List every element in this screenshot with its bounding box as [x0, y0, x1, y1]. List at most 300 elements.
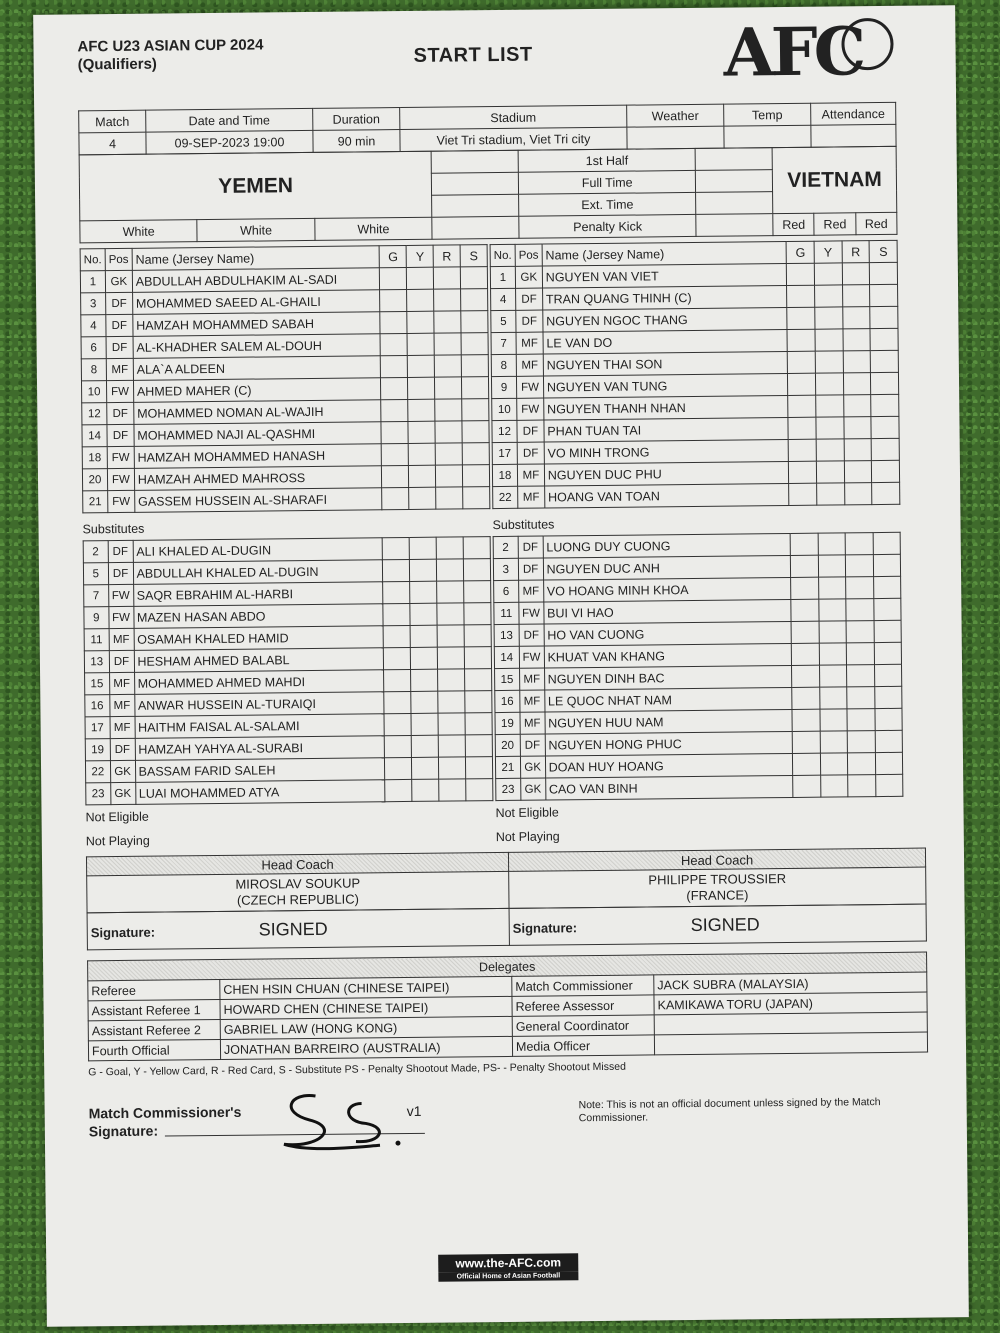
player-position: FW — [106, 380, 133, 402]
player-number: 14 — [82, 425, 107, 447]
football-icon — [841, 18, 894, 71]
player-yellow-box — [816, 461, 844, 483]
player-position: MF — [110, 716, 135, 738]
event-title-line2: (Qualifiers) — [77, 55, 157, 74]
player-red-box — [844, 461, 872, 483]
home-col-no: No. — [80, 249, 105, 271]
player-name: ALA`A ALDEEN — [133, 356, 381, 381]
away-coach — [509, 867, 926, 908]
player-red-box — [436, 559, 463, 581]
player-red-box — [438, 735, 465, 757]
player-sub-box — [874, 686, 902, 708]
player-goal-box — [792, 687, 820, 709]
player-goal-box — [384, 757, 411, 779]
stadium-value: Viet Tri stadium, Viet Tri city — [400, 127, 627, 151]
player-goal-box — [789, 483, 817, 505]
home-col-pos: Pos — [105, 248, 132, 270]
player-number: 20 — [495, 734, 520, 756]
away-col-pos: Pos — [515, 244, 542, 266]
coach-table — [86, 848, 927, 914]
home-kit-1: White — [80, 220, 198, 243]
delegate-role: General Coordinator — [512, 1015, 654, 1036]
player-position: FW — [107, 446, 134, 468]
player-yellow-box — [409, 487, 436, 509]
player-goal-box — [792, 731, 820, 753]
player-goal-box — [788, 439, 816, 461]
player-number: 5 — [83, 563, 108, 585]
player-position: GK — [515, 266, 542, 288]
player-name: BASSAM FARID SALEH — [135, 758, 384, 783]
player-goal-box — [381, 399, 408, 421]
player-goal-box — [384, 713, 411, 735]
delegates-table — [87, 952, 928, 1062]
player-position: DF — [518, 558, 543, 580]
player-sub-box — [462, 377, 489, 399]
away-col-name: Name (Jersey Name) — [542, 241, 787, 266]
player-red-box — [437, 647, 464, 669]
player-number: 16 — [495, 690, 520, 712]
home-coach-name: MIROSLAV SOUKUP — [235, 875, 361, 892]
player-position: FW — [108, 606, 133, 628]
date-time-value: 09-SEP-2023 19:00 — [146, 130, 313, 154]
player-name: HESHAM AHMED BALABL — [134, 648, 383, 673]
delegate-name: JONATHAN BARREIRO (AUSTRALIA) — [220, 1036, 512, 1059]
away-col-s: S — [869, 240, 897, 262]
player-sub-box — [870, 284, 898, 306]
player-goal-box — [382, 559, 409, 581]
player-sub-box — [463, 465, 490, 487]
player-number: 12 — [492, 420, 517, 442]
player-goal-box — [791, 577, 819, 599]
player-name: NGUYEN DUC PHU — [544, 461, 789, 486]
player-yellow-box — [814, 263, 842, 285]
player-yellow-box — [409, 443, 436, 465]
player-position: DF — [516, 310, 543, 332]
player-name: NGUYEN HONG PHUC — [545, 731, 793, 756]
player-position: MF — [519, 690, 544, 712]
player-red-box — [842, 285, 870, 307]
player-number: 20 — [82, 469, 107, 491]
player-name: NGUYEN DINH BAC — [544, 665, 792, 690]
player-position: GK — [110, 782, 135, 804]
player-yellow-box — [407, 267, 434, 289]
delegate-name: HOWARD CHEN (CHINESE TAIPEI) — [220, 996, 512, 1019]
home-subs-table — [83, 536, 494, 805]
player-name: HOANG VAN TOAN — [544, 483, 789, 508]
away-col-g: G — [786, 241, 814, 263]
away-signature — [509, 904, 926, 945]
player-goal-box — [788, 417, 816, 439]
away-signature-value: SIGNED — [690, 913, 760, 935]
player-yellow-box — [411, 691, 438, 713]
player-position: DF — [108, 540, 133, 562]
player-yellow-box — [819, 665, 847, 687]
player-goal-box — [787, 285, 815, 307]
player-goal-box — [382, 537, 409, 559]
player-position: GK — [110, 760, 135, 782]
temp-value — [724, 125, 811, 148]
player-sub-box — [463, 487, 490, 509]
player-yellow-box — [820, 775, 848, 797]
player-red-box — [439, 779, 466, 801]
player-position: FW — [108, 490, 135, 512]
player-red-box — [434, 333, 461, 355]
player-yellow-box — [410, 603, 437, 625]
player-name: HAMZAH MOHAMMED SABAH — [133, 312, 381, 337]
player-number: 17 — [85, 717, 110, 739]
footer-tagline: Official Home of Asian Football — [438, 1271, 578, 1281]
player-yellow-box — [816, 395, 844, 417]
player-name: ALI KHALED AL-DUGIN — [133, 538, 382, 563]
player-sub-box — [874, 642, 902, 664]
player-name: NGUYEN DUC ANH — [543, 555, 791, 580]
player-number: 14 — [494, 646, 519, 668]
player-sub-box — [873, 554, 901, 576]
player-position: FW — [519, 646, 544, 668]
period-full-time: Full Time — [519, 170, 696, 194]
home-subs-row — [86, 779, 493, 805]
player-name: ANWAR HUSSEIN AL-TURAIQI — [134, 692, 383, 717]
away-starters-table — [490, 240, 901, 509]
player-sub-box — [871, 416, 899, 438]
afc-logo — [723, 12, 894, 94]
player-sub-box — [461, 355, 488, 377]
player-number: 9 — [491, 376, 516, 398]
player-red-box — [843, 373, 871, 395]
attendance-label: Attendance — [811, 102, 896, 125]
player-sub-box — [872, 482, 900, 504]
away-starters-row — [493, 482, 900, 508]
player-yellow-box — [411, 713, 438, 735]
player-red-box — [843, 329, 871, 351]
player-sub-box — [466, 779, 493, 801]
player-yellow-box — [411, 779, 438, 801]
player-sub-box — [463, 559, 490, 581]
period-ext-time: Ext. Time — [519, 192, 696, 216]
player-goal-box — [792, 709, 820, 731]
player-number: 1 — [80, 271, 105, 293]
player-sub-box — [871, 394, 899, 416]
player-name: HAITHM FAISAL AL-SALAMI — [135, 714, 384, 739]
away-kit-3: Red — [855, 212, 897, 234]
player-sub-box — [871, 350, 899, 372]
player-sub-box — [463, 537, 490, 559]
player-red-box — [844, 483, 872, 505]
player-name: MOHAMMED SAEED AL-GHAILI — [132, 290, 380, 315]
player-sub-box — [871, 438, 899, 460]
player-name: LE QUOC NHAT NAM — [544, 687, 792, 712]
home-coach — [87, 871, 509, 912]
player-sub-box — [875, 752, 903, 774]
player-position: DF — [107, 424, 134, 446]
player-yellow-box — [408, 421, 435, 443]
player-number: 4 — [81, 315, 106, 337]
player-name: HAMZAH YAHYA AL-SURABI — [135, 736, 384, 761]
player-sub-box — [464, 625, 491, 647]
player-goal-box — [380, 311, 407, 333]
player-yellow-box — [407, 311, 434, 333]
player-name: NGUYEN NGOC THANG — [543, 307, 788, 332]
home-team-name: YEMEN — [79, 151, 432, 221]
player-red-box — [436, 581, 463, 603]
player-goal-box — [793, 753, 821, 775]
player-number: 16 — [85, 695, 110, 717]
period-home-3 — [432, 194, 519, 217]
player-position: MF — [519, 668, 544, 690]
player-number: 4 — [491, 288, 516, 310]
player-goal-box — [787, 307, 815, 329]
away-col-r: R — [842, 241, 870, 263]
delegate-role: Referee Assessor — [512, 995, 654, 1016]
event-title-line1: AFC U23 ASIAN CUP 2024 — [77, 36, 264, 56]
player-yellow-box — [410, 647, 437, 669]
player-position: DF — [519, 624, 544, 646]
player-position: FW — [518, 602, 543, 624]
player-number: 21 — [83, 491, 108, 513]
player-position: DF — [518, 536, 543, 558]
player-position: FW — [516, 376, 543, 398]
official-note: Note: This is not an official document unless signed by the Match Commissioner. — [578, 1096, 881, 1125]
player-sub-box — [464, 647, 491, 669]
player-position: MF — [109, 694, 134, 716]
player-yellow-box — [409, 559, 436, 581]
player-name: NGUYEN THANH NHAN — [544, 395, 789, 420]
period-away-1 — [695, 148, 772, 171]
player-goal-box — [792, 665, 820, 687]
home-coach-label: Head Coach — [86, 852, 508, 875]
period-away-2 — [696, 170, 773, 193]
player-position: MF — [518, 486, 545, 508]
player-name: DOAN HUY HOANG — [545, 753, 793, 778]
home-signature-value: SIGNED — [258, 918, 328, 940]
player-sub-box — [872, 460, 900, 482]
player-number: 6 — [494, 580, 519, 602]
away-signature-label: Signature: — [512, 919, 578, 936]
player-sub-box — [465, 757, 492, 779]
player-name: NGUYEN THAI SON — [543, 351, 788, 376]
player-position: MF — [516, 354, 543, 376]
player-name: HO VAN CUONG — [544, 621, 792, 646]
player-red-box — [846, 643, 874, 665]
player-red-box — [437, 625, 464, 647]
home-col-r: R — [433, 245, 460, 267]
home-starters-table — [80, 244, 491, 513]
home-substitutes-label: Substitutes — [82, 521, 145, 537]
player-sub-box — [875, 730, 903, 752]
document-title: START LIST — [413, 43, 533, 67]
player-red-box — [843, 395, 871, 417]
player-goal-box — [383, 691, 410, 713]
player-number: 19 — [85, 739, 110, 761]
home-signature — [87, 908, 509, 949]
player-name: LUONG DUY CUONG — [543, 533, 791, 558]
player-yellow-box — [409, 465, 436, 487]
player-yellow-box — [409, 537, 436, 559]
player-number: 13 — [84, 651, 109, 673]
player-yellow-box — [815, 329, 843, 351]
player-red-box — [847, 709, 875, 731]
player-red-box — [436, 537, 463, 559]
player-number: 19 — [495, 712, 520, 734]
player-yellow-box — [816, 439, 844, 461]
player-red-box — [435, 421, 462, 443]
player-yellow-box — [818, 555, 846, 577]
player-name: HAMZAH MOHAMMED HANASH — [134, 444, 382, 469]
delegate-name — [654, 1032, 927, 1055]
player-goal-box — [381, 355, 408, 377]
delegate-name: CHEN HSIN CHUAN (CHINESE TAIPEI) — [220, 976, 512, 999]
event-title — [77, 36, 263, 74]
player-number: 17 — [492, 442, 517, 464]
player-red-box — [847, 731, 875, 753]
delegate-role: Referee — [88, 979, 220, 1000]
player-goal-box — [380, 333, 407, 355]
player-number: 23 — [496, 778, 521, 800]
commissioner-label-line1: Match Commissioner's — [88, 1103, 242, 1122]
player-yellow-box — [408, 399, 435, 421]
away-substitutes-label: Substitutes — [492, 517, 555, 533]
player-name: SAQR EBRAHIM AL-HARBI — [133, 582, 382, 607]
player-yellow-box — [816, 373, 844, 395]
player-red-box — [438, 713, 465, 735]
player-number: 22 — [85, 761, 110, 783]
player-number: 11 — [494, 602, 519, 624]
player-sub-box — [871, 372, 899, 394]
delegate-role: Assistant Referee 1 — [88, 999, 220, 1020]
player-sub-box — [464, 669, 491, 691]
player-goal-box — [384, 735, 411, 757]
home-coach-country: (CZECH REPUBLIC) — [236, 891, 360, 908]
player-number: 11 — [84, 629, 109, 651]
home-col-name: Name (Jersey Name) — [132, 246, 380, 271]
player-red-box — [437, 669, 464, 691]
player-name: MOHAMMED NAJI AL-QASHMI — [134, 422, 382, 447]
player-red-box — [436, 465, 463, 487]
player-name: KHUAT VAN KHANG — [544, 643, 792, 668]
player-yellow-box — [815, 351, 843, 373]
player-number: 23 — [86, 783, 111, 805]
player-number: 10 — [492, 398, 517, 420]
player-name: LUAI MOHAMMED ATYA — [135, 780, 384, 805]
period-penalty-kick: Penalty Kick — [519, 214, 696, 238]
player-number: 15 — [495, 668, 520, 690]
player-yellow-box — [819, 687, 847, 709]
player-number: 12 — [82, 403, 107, 425]
player-name: AL-KHADHER SALEM AL-DOUH — [133, 334, 381, 359]
player-yellow-box — [411, 735, 438, 757]
delegates-title: Delegates — [88, 952, 927, 981]
player-number: 10 — [81, 381, 106, 403]
duration-value: 90 min — [313, 130, 400, 153]
legend: G - Goal, Y - Yellow Card, R - Red Card, S - Substitute PS - Penalty Shootout Made, PS- - Penalty Shootout Missed — [88, 1060, 626, 1079]
away-team-name: VIETNAM — [772, 146, 896, 213]
player-red-box — [842, 263, 870, 285]
player-goal-box — [791, 599, 819, 621]
player-red-box — [434, 355, 461, 377]
player-number: 9 — [84, 607, 109, 629]
temp-label: Temp — [724, 103, 811, 126]
player-yellow-box — [408, 355, 435, 377]
player-number: 18 — [82, 447, 107, 469]
player-position: MF — [516, 332, 543, 354]
player-number: 13 — [494, 624, 519, 646]
player-red-box — [847, 753, 875, 775]
away-col-no: No. — [490, 244, 515, 266]
player-red-box — [843, 351, 871, 373]
period-home-1 — [431, 150, 518, 173]
player-position: MF — [109, 672, 134, 694]
date-time-label: Date and Time — [146, 108, 313, 132]
player-goal-box — [787, 263, 815, 285]
player-number: 8 — [491, 354, 516, 376]
player-position: DF — [109, 650, 134, 672]
away-kit-1: Red — [773, 213, 814, 235]
player-name: TRAN QUANG THINH (C) — [542, 285, 787, 310]
player-goal-box — [790, 555, 818, 577]
home-kit-2: White — [197, 218, 315, 241]
away-col-y: Y — [814, 241, 842, 263]
player-number: 3 — [493, 558, 518, 580]
player-sub-box — [874, 664, 902, 686]
player-goal-box — [381, 377, 408, 399]
player-red-box — [844, 417, 872, 439]
player-name: MOHAMMED NOMAN AL-WAJIH — [134, 400, 382, 425]
player-name: OSAMAH KHALED HAMID — [134, 626, 383, 651]
player-sub-box — [873, 532, 901, 554]
player-yellow-box — [820, 731, 848, 753]
away-coach-label: Head Coach — [508, 848, 925, 871]
player-red-box — [434, 311, 461, 333]
player-yellow-box — [410, 669, 437, 691]
player-sub-box — [461, 311, 488, 333]
away-not-playing: Not Playing — [495, 829, 560, 845]
delegate-role: Assistant Referee 2 — [88, 1019, 220, 1040]
player-goal-box — [382, 465, 409, 487]
player-number: 3 — [81, 293, 106, 315]
player-position: MF — [518, 580, 543, 602]
match-number: 4 — [79, 132, 146, 155]
player-sub-box — [462, 421, 489, 443]
player-yellow-box — [407, 289, 434, 311]
player-number: 7 — [84, 585, 109, 607]
player-goal-box — [788, 373, 816, 395]
player-yellow-box — [820, 709, 848, 731]
player-position: GK — [520, 778, 545, 800]
commissioner-version: v1 — [406, 1102, 422, 1120]
afc-logo-text: AFC — [723, 12, 863, 92]
player-position: DF — [106, 292, 133, 314]
player-yellow-box — [818, 599, 846, 621]
player-red-box — [847, 687, 875, 709]
delegate-role: Match Commissioner — [512, 975, 654, 996]
home-kit-3: White — [315, 217, 433, 240]
player-red-box — [847, 665, 875, 687]
player-goal-box — [789, 461, 817, 483]
player-goal-box — [790, 533, 818, 555]
player-name: LE VAN DO — [543, 329, 788, 354]
player-red-box — [434, 267, 461, 289]
signature-table — [87, 904, 927, 951]
player-sub-box — [875, 774, 903, 796]
period-home-2 — [432, 172, 519, 195]
player-yellow-box — [819, 643, 847, 665]
player-goal-box — [787, 329, 815, 351]
player-yellow-box — [815, 285, 843, 307]
player-number: 2 — [83, 541, 108, 563]
player-sub-box — [462, 399, 489, 421]
player-red-box — [845, 533, 873, 555]
player-name: AHMED MAHER (C) — [133, 378, 381, 403]
